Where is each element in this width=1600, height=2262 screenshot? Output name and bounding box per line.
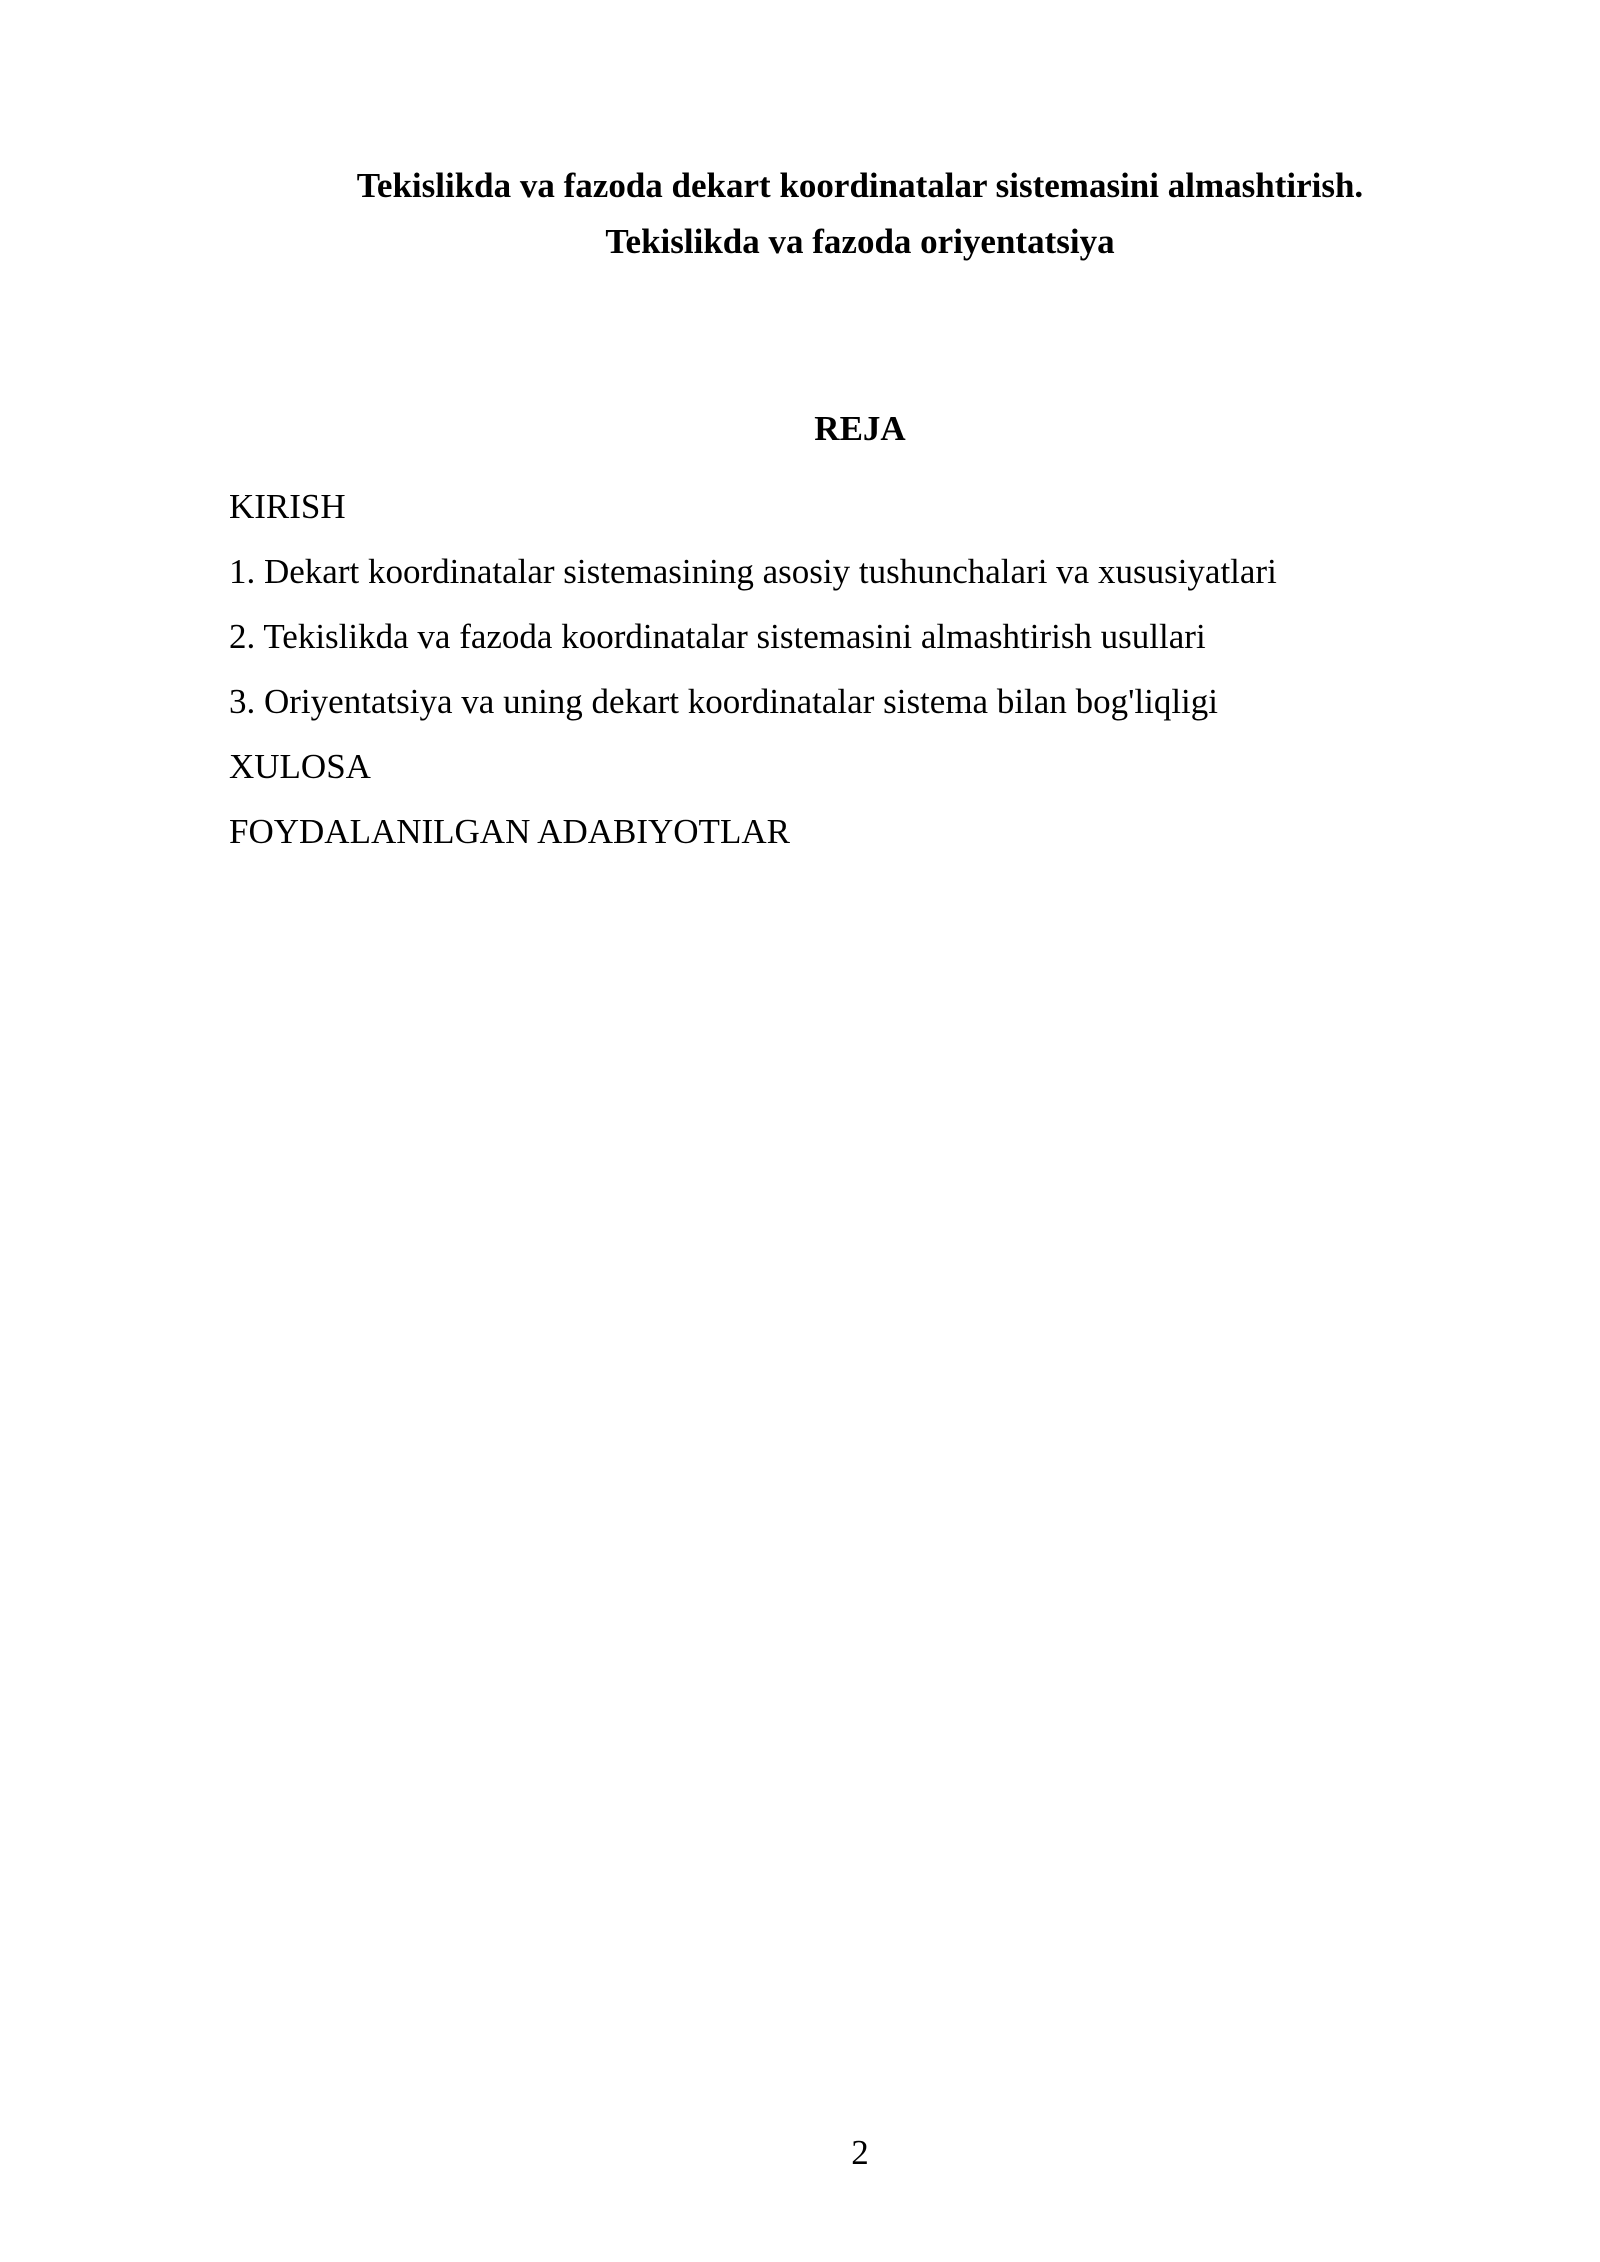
plan-item-intro: KIRISH: [229, 487, 346, 526]
plan-item-3: 3. Oriyentatsiya va uning dekart koordinatalar sistema bilan bog'liqligi: [229, 682, 1218, 721]
plan-heading: REJA: [814, 409, 906, 448]
plan-item-1: 1. Dekart koordinatalar sistemasining asosiy tushunchalari va xususiyatlari: [229, 552, 1277, 591]
plan-item-2: 2. Tekislikda va fazoda koordinatalar sistemasini almashtirish usullari: [229, 617, 1206, 656]
title-line-1: Tekislikda va fazoda dekart koordinatalar sistemasini almashtirish.: [356, 166, 1364, 205]
plan-list: [229, 474, 1529, 864]
plan-item-references: FOYDALANILGAN ADABIYOTLAR: [229, 812, 790, 851]
plan-item-conclusion: XULOSA: [229, 747, 371, 786]
title-line-2: Tekislikda va fazoda oriyentatsiya: [605, 222, 1115, 261]
document-title: [200, 158, 1520, 270]
page-number: 2: [851, 2133, 869, 2172]
